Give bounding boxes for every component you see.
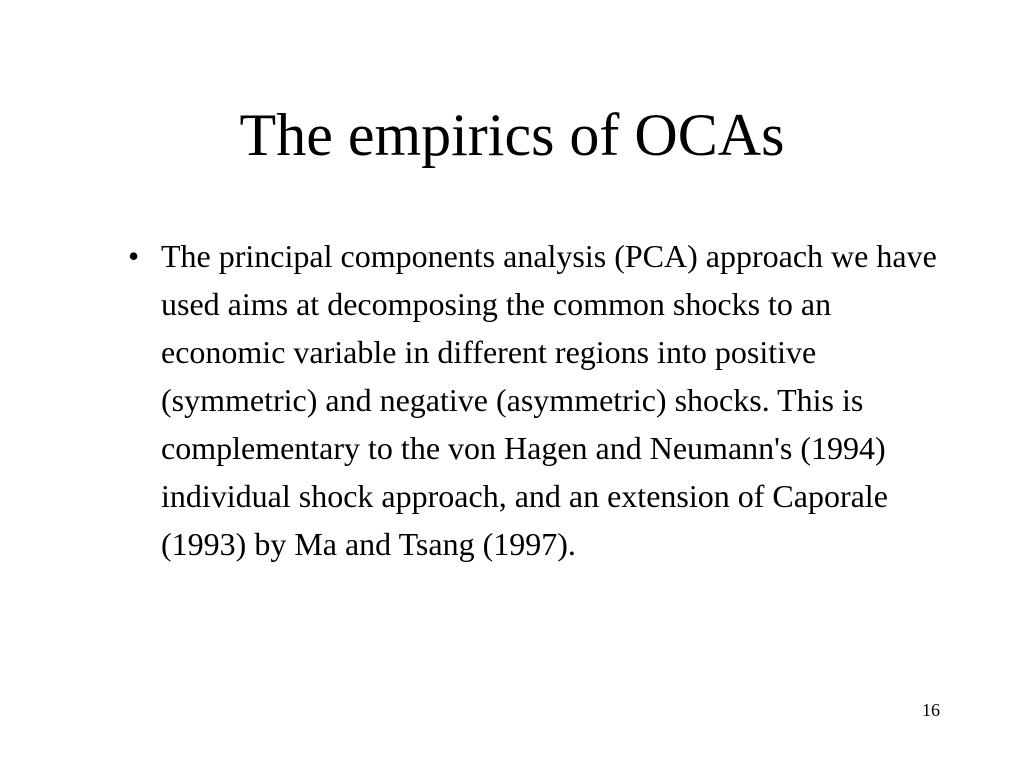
page-number: 16 [922, 700, 940, 720]
bullet-item [128, 232, 948, 568]
bullet-text: The principal components analysis (PCA) approach we have used aims at decomposing the common shocks to an economic variable in different regions into positive (symmetric) and negative (asymmetric) shocks. This is complementary to the von Hagen and Neumann's (1994) individual shock approach, and an extension of Caporale (1993) by Ma and Tsang (1997). [161, 238, 937, 562]
bullet-point-icon: • [128, 238, 140, 274]
bullet-list [128, 232, 948, 568]
slide-title: The empirics of OCAs [239, 102, 785, 168]
